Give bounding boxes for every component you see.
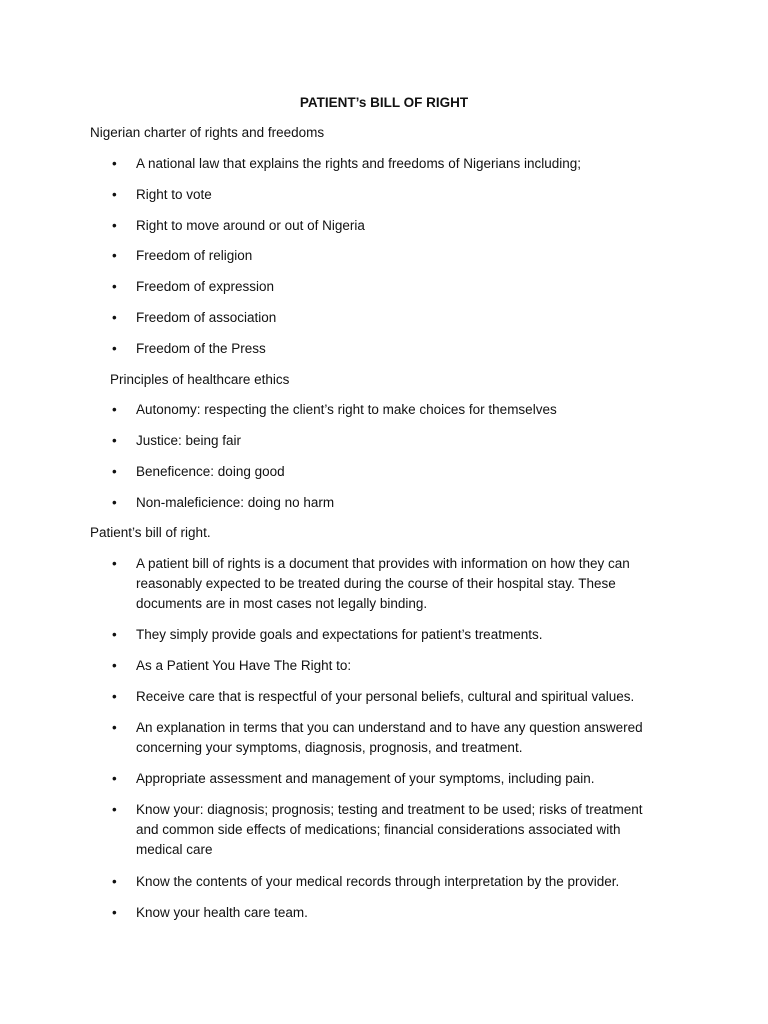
bullet-icon: • — [112, 341, 117, 356]
bullet-icon: • — [112, 556, 117, 571]
section-heading-charter: Nigerian charter of rights and freedoms — [90, 125, 325, 140]
bullet-icon: • — [112, 248, 117, 263]
section-heading-bill: Patient’s bill of right. — [90, 525, 211, 540]
list-item-text: Receive care that is respectful of your personal beliefs, cultural and spiritual values. — [136, 689, 635, 704]
bullet-icon: • — [112, 802, 117, 817]
bullet-icon: • — [112, 464, 117, 479]
bullet-icon: • — [112, 771, 117, 786]
list-item-text: Appropriate assessment and management of your symptoms, including pain. — [136, 771, 595, 786]
document-title: PATIENT’s BILL OF RIGHT — [299, 95, 469, 110]
list-item-text: An explanation in terms that you can understand and to have any question answered concerning your symptoms, diagnosis, prognosis, and treatment. — [136, 720, 643, 755]
bullet-icon: • — [112, 689, 117, 704]
list-item-text: Right to move around or out of Nigeria — [136, 218, 365, 233]
list-item-text: Know your: diagnosis; prognosis; testing and treatment to be used; risks of treatment and common side effects of medications; financial considerations associated with medical care — [136, 802, 643, 857]
bullet-icon: • — [112, 279, 117, 294]
list-item-text: A national law that explains the rights and freedoms of Nigerians including; — [136, 156, 582, 171]
list-item-text: Freedom of religion — [136, 248, 253, 263]
list-item-text: Beneficence: doing good — [136, 464, 285, 479]
list-item-text: Right to vote — [136, 187, 212, 202]
bullet-icon: • — [112, 402, 117, 417]
list-item-text: A patient bill of rights is a document that provides with information on how they can reasonably expected to be treated during the course of their hospital stay. These documents are in most cases not legally binding. — [136, 556, 630, 611]
bullet-icon: • — [112, 658, 117, 673]
bullet-icon: • — [112, 905, 117, 920]
list-item-text: Know the contents of your medical records through interpretation by the provider. — [136, 874, 620, 889]
list-item-text: Freedom of the Press — [136, 341, 266, 356]
bullet-icon: • — [112, 433, 117, 448]
list-item-text: Non-maleficience: doing no harm — [136, 495, 335, 510]
bullet-icon: • — [112, 495, 117, 510]
list-item-text: Autonomy: respecting the client’s right to make choices for themselves — [136, 402, 557, 417]
bullet-icon: • — [112, 310, 117, 325]
list-item-text: They simply provide goals and expectations for patient’s treatments. — [136, 627, 543, 642]
section-heading-ethics: Principles of healthcare ethics — [110, 372, 290, 387]
bullet-icon: • — [112, 720, 117, 735]
bullet-icon: • — [112, 874, 117, 889]
bullet-icon: • — [112, 627, 117, 642]
bullet-icon: • — [112, 218, 117, 233]
list-item-text: Know your health care team. — [136, 905, 308, 920]
list-item-text: Freedom of expression — [136, 279, 275, 294]
bullet-icon: • — [112, 187, 117, 202]
bullet-icon: • — [112, 156, 117, 171]
list-item-text: As a Patient You Have The Right to: — [136, 658, 352, 673]
list-item-text: Freedom of association — [136, 310, 277, 325]
list-item-text: Justice: being fair — [136, 433, 242, 448]
